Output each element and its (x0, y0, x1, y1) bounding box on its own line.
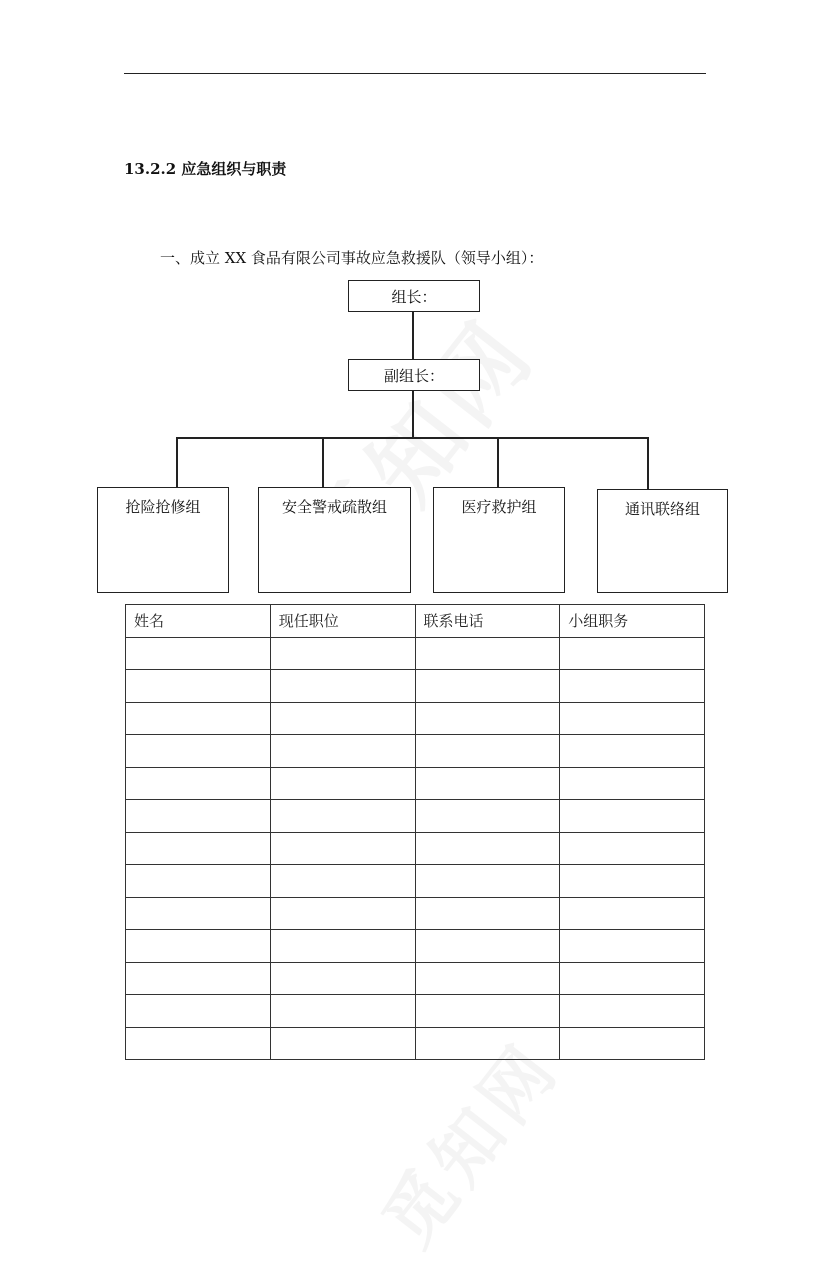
table-row (126, 670, 705, 703)
table-cell (126, 767, 271, 800)
table-cell (270, 865, 415, 898)
connector-drop-1 (176, 437, 178, 487)
table-row (126, 995, 705, 1028)
connector-deputy-bus (412, 391, 414, 437)
header-position: 现任职位 (270, 605, 415, 638)
table-cell (560, 1027, 705, 1060)
table-cell (126, 670, 271, 703)
connector-drop-3 (497, 437, 499, 487)
table-row (126, 1027, 705, 1060)
connector-drop-2 (322, 437, 324, 487)
roster-table (125, 604, 705, 1060)
group-box-security (258, 487, 411, 593)
table-cell (126, 930, 271, 963)
table-cell (560, 962, 705, 995)
table-cell (270, 930, 415, 963)
group-label-medical: 医疗救护组 (461, 498, 537, 516)
table-cell (560, 637, 705, 670)
table-cell (415, 702, 560, 735)
table-cell (270, 1027, 415, 1060)
table-row (126, 930, 705, 963)
table-row (126, 800, 705, 833)
table-cell (560, 735, 705, 768)
table-row (126, 962, 705, 995)
table-cell (415, 962, 560, 995)
table-row (126, 897, 705, 930)
header-phone: 联系电话 (415, 605, 560, 638)
group-box-communication (597, 489, 728, 593)
table-cell (415, 767, 560, 800)
table-cell (270, 735, 415, 768)
table-cell (415, 637, 560, 670)
table-cell (270, 800, 415, 833)
table-cell (126, 865, 271, 898)
table-cell (560, 897, 705, 930)
group-label-communication: 通讯联络组 (624, 500, 700, 518)
table-cell (126, 702, 271, 735)
table-cell (560, 800, 705, 833)
table-cell (126, 735, 271, 768)
table-cell (560, 767, 705, 800)
table-cell (126, 800, 271, 833)
leader-box (348, 280, 480, 312)
table-cell (560, 865, 705, 898)
table-cell (270, 670, 415, 703)
table-cell (560, 995, 705, 1028)
table-cell (126, 995, 271, 1028)
table-cell (270, 995, 415, 1028)
table-cell (415, 930, 560, 963)
connector-bus (176, 437, 648, 439)
deputy-label: 副组长： (383, 366, 444, 385)
table-cell (270, 767, 415, 800)
table-cell (270, 702, 415, 735)
table-row (126, 832, 705, 865)
group-box-medical (433, 487, 565, 593)
table-cell (560, 670, 705, 703)
table-cell (415, 670, 560, 703)
deputy-box (348, 359, 480, 391)
table-cell (270, 637, 415, 670)
group-label-security: 安全警戒疏散组 (281, 498, 387, 516)
table-cell (126, 962, 271, 995)
roster-body (126, 637, 705, 1060)
connector-drop-4 (647, 437, 649, 489)
table-row (126, 637, 705, 670)
table-cell (415, 995, 560, 1028)
table-cell (560, 832, 705, 865)
table-header-row (126, 605, 705, 638)
table-cell (415, 735, 560, 768)
connector-leader-deputy (412, 312, 414, 359)
table-cell (126, 832, 271, 865)
group-box-rescue (97, 487, 229, 593)
table-cell (560, 702, 705, 735)
header-rule (124, 73, 706, 74)
table-cell (415, 832, 560, 865)
table-cell (126, 897, 271, 930)
section-heading: 13.2.2 应急组织与职责 (124, 160, 287, 178)
intro-text: 一、成立 XX 食品有限公司事故应急救援队（领导小组）： (160, 249, 544, 267)
table-cell (270, 962, 415, 995)
table-cell (415, 800, 560, 833)
table-cell (270, 832, 415, 865)
table-row (126, 767, 705, 800)
table-row (126, 865, 705, 898)
table-cell (126, 1027, 271, 1060)
table-cell (270, 897, 415, 930)
leader-label: 组长： (391, 287, 437, 306)
table-row (126, 702, 705, 735)
table-row (126, 735, 705, 768)
table-cell (415, 1027, 560, 1060)
table-cell (415, 897, 560, 930)
table-cell (126, 637, 271, 670)
group-label-rescue: 抢险抢修组 (125, 498, 201, 516)
header-name: 姓名 (126, 605, 271, 638)
table-cell (560, 930, 705, 963)
table-cell (415, 865, 560, 898)
header-group-role: 小组职务 (560, 605, 705, 638)
